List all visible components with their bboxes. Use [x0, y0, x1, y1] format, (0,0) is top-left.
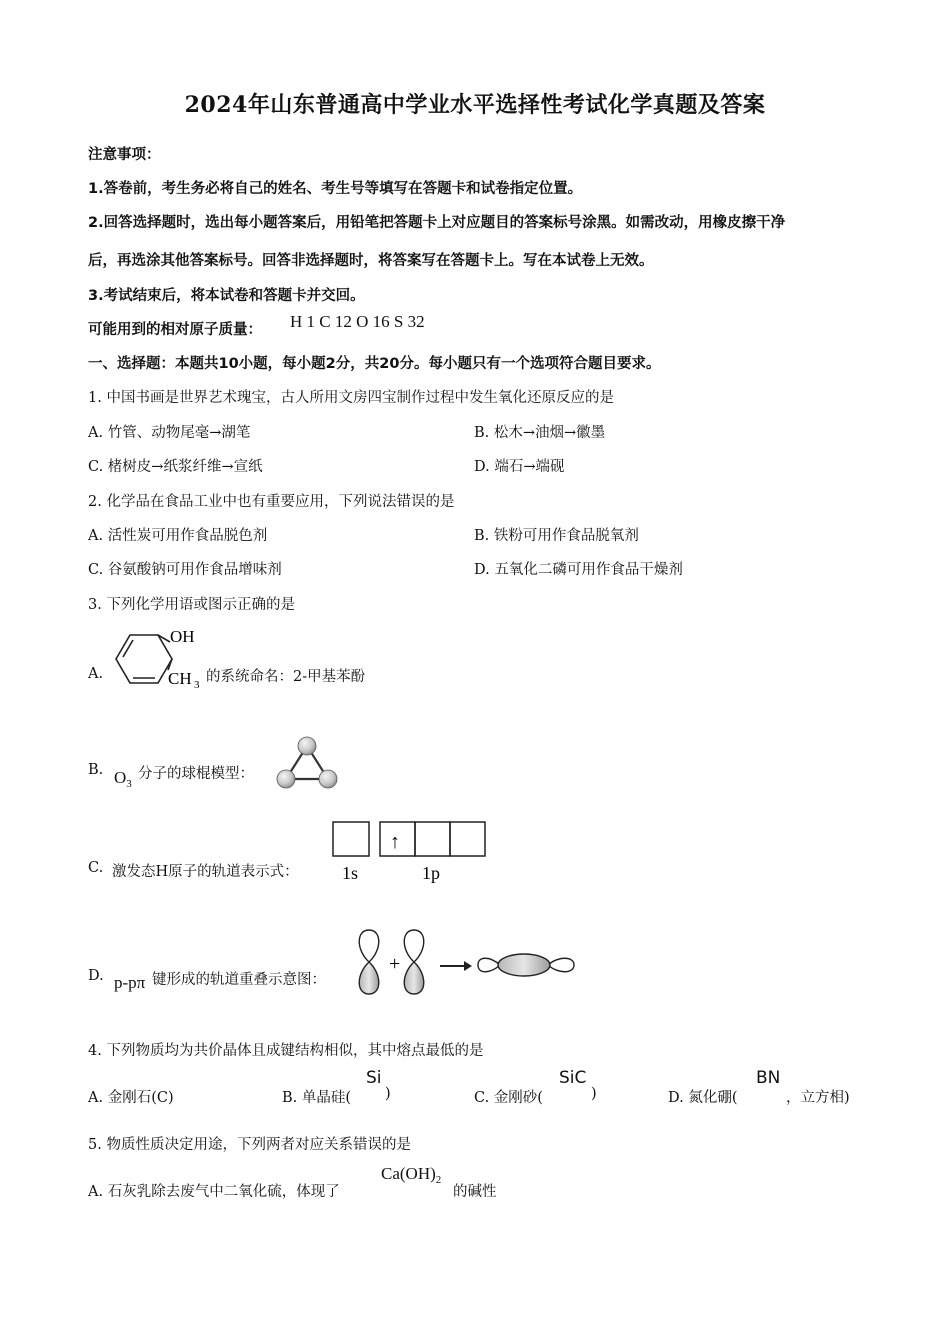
atomic-mass-label: 可能用到的相对原子质量： [88, 322, 262, 338]
notice-item-1: 1.答卷前，考生务必将自己的姓名、考生号等填写在答题卡和试卷指定位置。 [88, 181, 583, 197]
question-3-option-b-text: 分子的球棍模型： [138, 766, 254, 782]
question-3-option-a-text: 的系统命名：2-甲基苯酚 [206, 669, 366, 685]
question-4-option-c-suffix: ) [591, 1086, 597, 1102]
question-1-option-c: C. 楮树皮→纸浆纤维→宣纸 [88, 459, 263, 475]
methyl-label: CH [168, 669, 192, 688]
silicon-carbide-formula: SiC [559, 1068, 587, 1088]
p-p-pi-formula: p-pπ [114, 973, 146, 992]
atomic-mass-values: H 1 C 12 O 16 S 32 [290, 312, 425, 331]
question-5-stem: 5. 物质性质决定用途，下列两者对应关系错误的是 [88, 1137, 411, 1153]
notice-heading: 注意事项： [88, 147, 161, 163]
ozone-ball-stick-model [274, 734, 340, 792]
orbital-1p-label: 1p [422, 863, 440, 883]
methyl-subscript: 3 [194, 679, 200, 691]
question-5-option-a-prefix: A. 石灰乳除去废气中二氧化硫，体现了 [88, 1184, 340, 1200]
notice-item-2: 2.回答选择题时，选出每小题答案后，用铅笔把答题卡上对应题目的答案标号涂黑。如需改动，用橡皮擦干净 [88, 215, 786, 231]
calcium-hydroxide-symbol: Ca(OH) [381, 1164, 436, 1183]
question-2-stem: 2. 化学品在食品工业中也有重要应用，下列说法错误的是 [88, 494, 455, 510]
silicon-formula: Si [366, 1068, 382, 1088]
question-5-option-a-suffix: 的碱性 [453, 1184, 497, 1200]
plus-sign: + [389, 953, 401, 975]
orbital-1p-box-3 [450, 822, 485, 856]
question-1-option-d: D. 端石→端砚 [474, 459, 565, 475]
question-2-option-a: A. 活性炭可用作食品脱色剂 [88, 528, 268, 544]
question-3-stem: 3. 下列化学用语或图示正确的是 [88, 597, 295, 613]
calcium-hydroxide-formula [381, 1164, 441, 1186]
question-3-option-d-text: 键形成的轨道重叠示意图： [152, 972, 326, 988]
notice-item-3: 3.考试结束后，将本试卷和答题卡并交回。 [88, 288, 365, 304]
boron-nitride-formula: BN [756, 1068, 781, 1088]
question-4-option-b-prefix: B. 单晶硅( [282, 1090, 352, 1106]
orbital-box-diagram [330, 818, 490, 886]
question-4-option-a: A. 金刚石(C) [88, 1090, 174, 1106]
orbital-1s-label: 1s [342, 863, 359, 883]
p-orbital-overlap-diagram [352, 926, 580, 998]
page-title: 2024年山东普通高中学业水平选择性考试化学真题及答案 [184, 92, 766, 118]
question-4-option-d-suffix: ，立方相) [786, 1090, 850, 1106]
question-1-option-b: B. 松木→油烟→徽墨 [474, 425, 606, 441]
question-1-option-a: A. 竹管、动物尾毫→湖笔 [88, 425, 251, 441]
section-heading: 一、选择题：本题共10小题，每小题2分，共20分。每小题只有一个选项符合题目要求。 [88, 356, 661, 372]
hydroxyl-label: OH [170, 627, 195, 646]
question-3-option-c-text: 激发态H原子的轨道表示式： [112, 864, 299, 880]
question-3-option-d-label: D. [88, 968, 104, 984]
question-2-option-c: C. 谷氨酸钠可用作食品增味剂 [88, 562, 282, 578]
calcium-hydroxide-subscript: 2 [435, 1174, 442, 1186]
question-4-option-d-prefix: D. 氮化硼( [668, 1090, 738, 1106]
o-cresol-structure [110, 622, 210, 694]
ozone-symbol: O [114, 768, 127, 787]
notice-item-2-cont: 后，再选涂其他答案标号。回答非选择题时，将答案写在答题卡上。写在本试卷上无效。 [88, 253, 654, 269]
electron-up-arrow: ↑ [390, 831, 400, 853]
question-1-stem: 1. 中国书画是世界艺术瑰宝，古人所用文房四宝制作过程中发生氧化还原反应的是 [88, 390, 614, 406]
question-2-option-b: B. 铁粉可用作食品脱氧剂 [474, 528, 639, 544]
orbital-1s-box [333, 822, 369, 856]
question-4-stem: 4. 下列物质均为共价晶体且成键结构相似，其中熔点最低的是 [88, 1043, 484, 1059]
question-3-option-a-label: A. [88, 666, 104, 682]
question-4-option-b-suffix: ) [385, 1086, 391, 1102]
question-4-option-c-prefix: C. 金刚砂( [474, 1090, 543, 1106]
question-3-option-b-label: B. [88, 762, 104, 778]
question-2-option-d: D. 五氧化二磷可用作食品干燥剂 [474, 562, 683, 578]
orbital-1p-box-2 [415, 822, 450, 856]
ozone-subscript: 3 [126, 778, 132, 790]
ozone-formula [114, 768, 132, 790]
question-3-option-c-label: C. [88, 860, 104, 876]
